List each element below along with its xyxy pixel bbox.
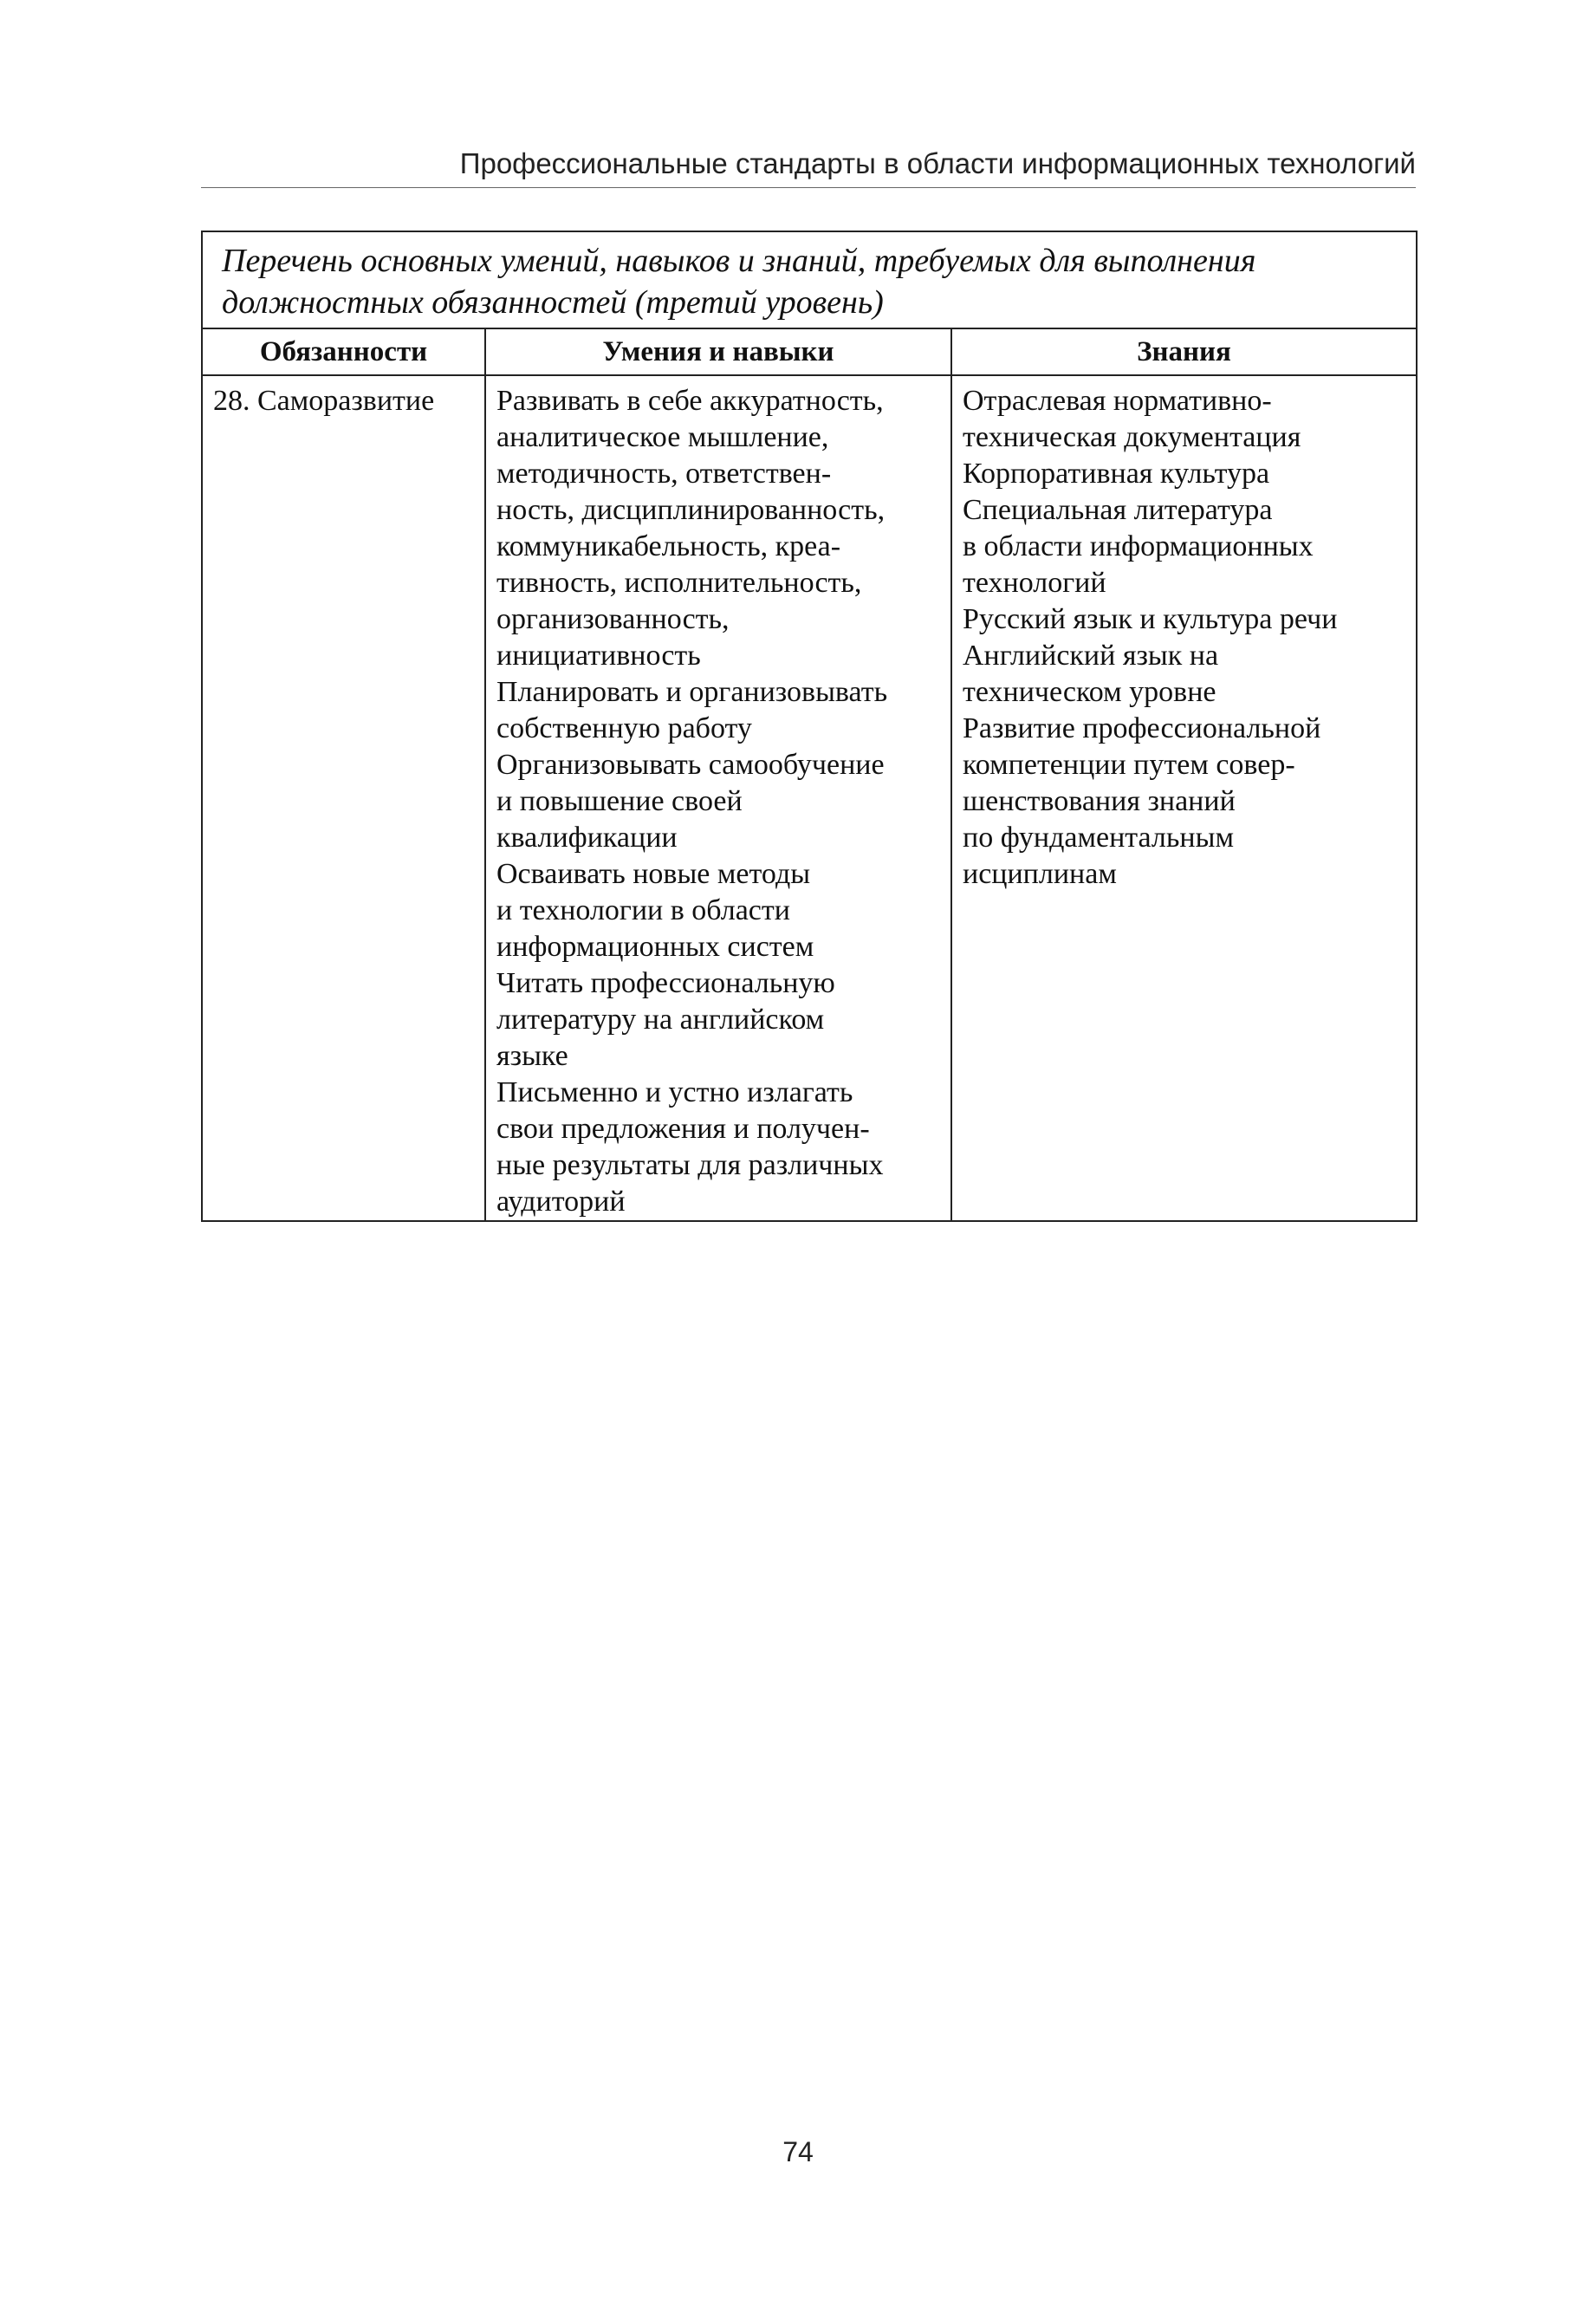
skills-line: Читать профессиональную	[496, 967, 835, 999]
page-number: 74	[782, 2136, 814, 2167]
knowledge-line: Специальная литература	[963, 494, 1273, 526]
skills-line: литературу на английском	[496, 1004, 825, 1036]
skills-line: Письменно и устно излагать	[496, 1076, 853, 1108]
skills-line: аналитическое мышление,	[496, 421, 829, 453]
duty-cell	[202, 375, 485, 1221]
knowledge-cell	[951, 375, 1417, 1221]
table-caption-line: должностных обязанностей (третий уровень)	[222, 284, 884, 321]
table-caption-row	[202, 231, 1417, 328]
table-row	[202, 375, 1417, 1221]
header-rule	[201, 187, 1416, 188]
skills-line: Организовывать самообучение	[496, 749, 885, 781]
column-header-skills: Умения и навыки	[485, 328, 951, 375]
knowledge-line: исциплинам	[963, 858, 1117, 890]
competency-table	[201, 231, 1418, 1222]
skills-line: Осваивать новые методы	[496, 858, 811, 890]
skills-line: информационных систем	[496, 931, 814, 963]
knowledge-line: Отраслевая нормативно-	[963, 385, 1272, 417]
skills-cell	[485, 375, 951, 1221]
knowledge-line: техническая документация	[963, 421, 1301, 453]
knowledge-line: технологий	[963, 567, 1106, 599]
knowledge-line: компетенции путем совер-	[963, 749, 1295, 781]
column-header-duties: Обязанности	[202, 328, 485, 375]
skills-line: Планировать и организовывать	[496, 676, 888, 708]
skills-line: коммуникабельность, креа-	[496, 530, 841, 562]
knowledge-line: Развитие профессиональной	[963, 712, 1321, 744]
knowledge-line: Корпоративная культура	[963, 458, 1270, 490]
knowledge-line: по фундаментальным	[963, 822, 1234, 854]
skills-line: тивность, исполнительность,	[496, 567, 862, 599]
knowledge-line: шенствования знаний	[963, 785, 1236, 817]
table-caption	[202, 231, 1417, 328]
skills-line: ные результаты для различных	[496, 1149, 884, 1181]
duty-text: 28. Саморазвитие	[213, 385, 435, 417]
skills-line: организованность,	[496, 603, 730, 635]
skills-line: квалификации	[496, 822, 678, 854]
skills-line: собственную работу	[496, 712, 752, 744]
skills-line: языке	[496, 1040, 568, 1072]
skills-line: инициативность	[496, 640, 701, 672]
column-header-knowledge: Знания	[951, 328, 1417, 375]
skills-line: ность, дисциплинированность,	[496, 494, 886, 526]
table-header-row	[202, 328, 1417, 375]
knowledge-line: техническом уровне	[963, 676, 1216, 708]
running-head: Профессиональные стандарты в области информационных технологий	[459, 147, 1416, 179]
skills-line: свои предложения и получен-	[496, 1113, 870, 1145]
knowledge-line: Английский язык на	[963, 640, 1219, 672]
skills-line: методичность, ответствен-	[496, 458, 832, 490]
knowledge-line: Русский язык и культура речи	[963, 603, 1338, 635]
skills-line: аудиторий	[496, 1186, 626, 1218]
knowledge-line: в области информационных	[963, 530, 1314, 562]
skills-line: и повышение своей	[496, 785, 743, 817]
skills-line: и технологии в области	[496, 894, 790, 926]
skills-line: Развивать в себе аккуратность,	[496, 385, 884, 417]
table-caption-line: Перечень основных умений, навыков и знаний, требуемых для выполнения	[222, 243, 1256, 279]
